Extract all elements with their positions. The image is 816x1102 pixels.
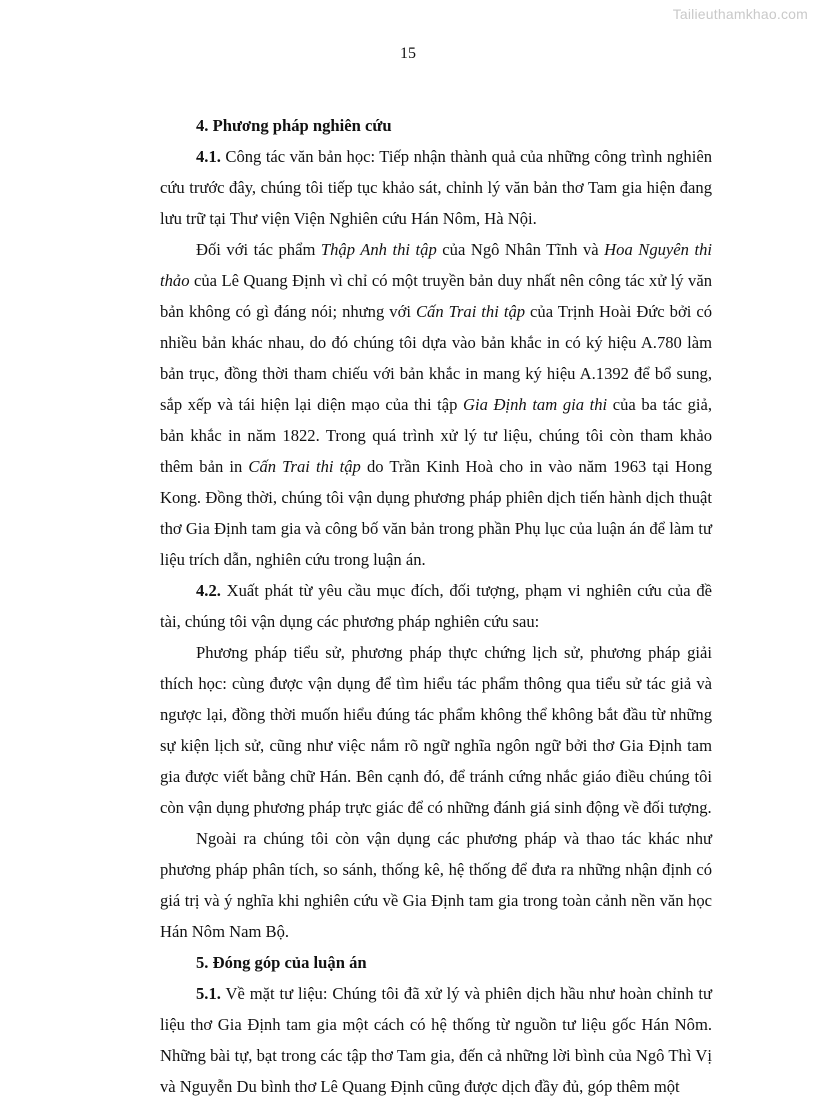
paragraph-label: 5.1. xyxy=(196,984,221,1003)
watermark: Tailieuthamkhao.com xyxy=(672,6,808,22)
paragraph-works xyxy=(160,234,712,575)
page-body xyxy=(160,110,712,1102)
page-number: 15 xyxy=(400,45,416,62)
paragraph-other-methods: Ngoài ra chúng tôi còn vận dụng các phương pháp và thao tác khác như phương pháp phân tích, so sánh, thống kê, hệ thống để đưa ra những nhận định có giá trị và ý nghĩa khi nghiên cứu về Gia Định tam gia trong toàn cảnh nền văn học Hán Nôm Nam Bộ. xyxy=(160,829,712,941)
work-title: Thập Anh thi tập xyxy=(320,240,437,259)
paragraph-text: Xuất phát từ yêu cầu mục đích, đối tượng, phạm vi nghiên cứu của đề tài, chúng tôi vận dụng các phương pháp nghiên cứu sau: xyxy=(160,581,712,631)
text-run: của Ngô Nhân Tĩnh và xyxy=(436,240,605,259)
paragraph-label: 4.2. xyxy=(196,581,221,600)
paragraph-methods: Phương pháp tiểu sử, phương pháp thực chứng lịch sử, phương pháp giải thích học: cùng được vận dụng để tìm hiểu tác phẩm thông qua tiểu sử tác giả và ngược lại, đồng thời muốn hiểu đúng tác phẩm không thể không bắt đầu từ những sự kiện lịch sử, cũng như việc nắm rõ ngữ nghĩa ngôn ngữ bởi thơ Gia Định tam gia được viết bằng chữ Hán. Bên cạnh đó, để tránh cứng nhắc giáo điều chúng tôi còn vận dụng phương pháp trực giác để có những đánh giá sinh động về đối tượng. xyxy=(160,643,712,817)
paragraph-5-1 xyxy=(160,978,712,1102)
section-5-heading: 5. Đóng góp của luận án xyxy=(196,953,367,972)
work-title: Hoa Nguyên thi thảo xyxy=(160,240,713,290)
paragraph-text: Công tác văn bản học: Tiếp nhận thành quả của những công trình nghiên cứu trước đây, chúng tôi tiếp tục khảo sát, chỉnh lý văn bản thơ Tam gia hiện đang lưu trữ tại Thư viện Viện Nghiên cứu Hán Nôm, Hà Nội. xyxy=(160,147,712,228)
section-4-heading: 4. Phương pháp nghiên cứu xyxy=(196,116,392,135)
paragraph-text: Về mặt tư liệu: Chúng tôi đã xử lý và phiên dịch hầu như hoàn chỉnh tư liệu thơ Gia Định tam gia một cách có hệ thống từ nguồn tư liệu gốc Hán Nôm. Những bài tự, bạt trong các tập thơ Tam gia, đến cả những lời bình của Ngô Thì Vị và Nguyễn Du bình thơ Lê Quang Định cũng được dịch đầy đủ, góp thêm một xyxy=(160,984,712,1096)
text-run: của Lê Quang Định vì chỉ có một truyền bản duy nhất nên công tác xử lý văn bản không có gì đáng nói; nhưng với xyxy=(160,271,712,321)
work-title: Gia Định tam gia thi xyxy=(463,395,608,414)
paragraph-4-1 xyxy=(160,141,712,234)
paragraph-4-2 xyxy=(160,575,712,637)
work-title: Cấn Trai thi tập xyxy=(248,457,361,476)
text-run: của ba tác giả, bản khắc in năm 1822. Trong quá trình xử lý tư liệu, chúng tôi còn tham khảo thêm bản in xyxy=(160,395,712,476)
work-title: Cấn Trai thi tập xyxy=(415,302,526,321)
text-run: do Trần Kinh Hoà cho in vào năm 1963 tại Hong Kong. Đồng thời, chúng tôi vận dụng phương pháp phiên dịch tiến hành dịch thuật thơ Gia Định tam gia và công bố văn bản trong phần Phụ lục của luận án để làm tư liệu trích dẫn, nghiên cứu trong luận án. xyxy=(160,457,713,569)
text-run: Đối với tác phẩm xyxy=(196,240,321,259)
paragraph-label: 4.1. xyxy=(196,147,221,166)
text-run: của Trịnh Hoài Đức bởi có nhiều bản khác nhau, do đó chúng tôi dựa vào bản khắc in có ký hiệu A.780 làm bản trục, đồng thời tham chiếu với bản khắc in mang ký hiệu A.1392 để bổ sung, sắp xếp và tái hiện lại diện mạo của thi tập xyxy=(160,302,713,414)
